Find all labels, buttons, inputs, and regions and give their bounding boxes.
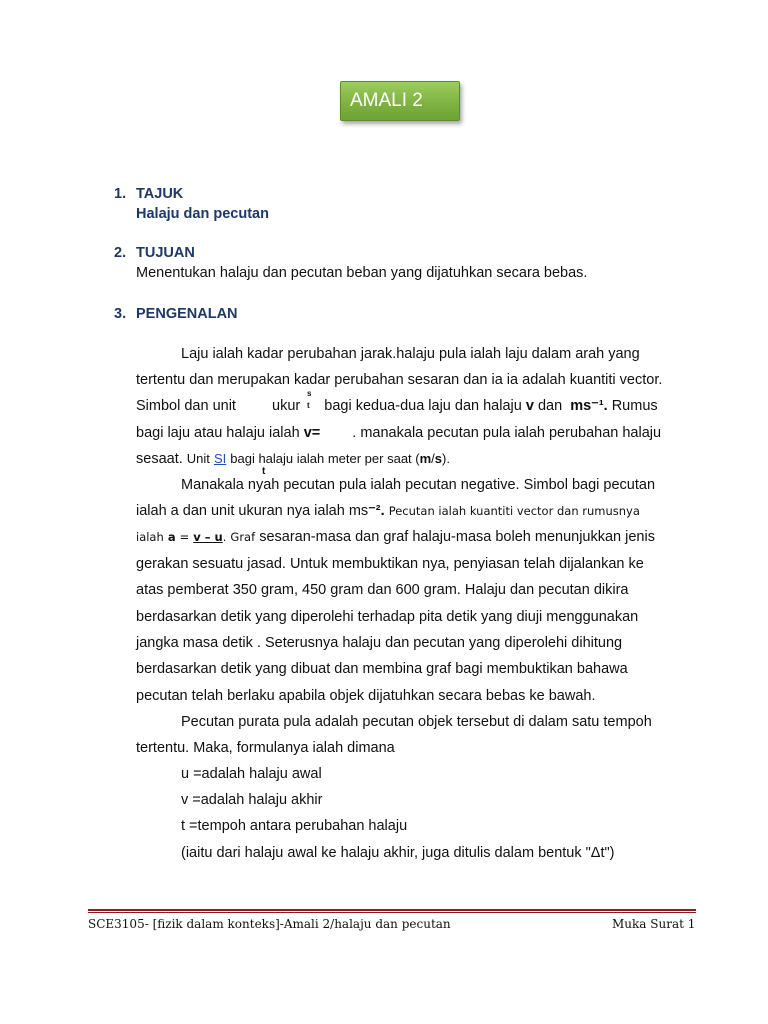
definition-v: v =adalah halaju akhir — [181, 792, 323, 808]
section-number: 2. — [114, 245, 127, 261]
section-subtitle: Halaju dan pecutan — [136, 206, 269, 222]
definition-t: t =tempoh antara perubahan halaju — [181, 818, 408, 834]
time-mark: t — [262, 466, 266, 477]
velocity-symbol: v — [525, 398, 534, 414]
fraction-numerator: s — [307, 389, 312, 398]
amali-badge: AMALI 2 — [340, 81, 460, 121]
acceleration-formula: v – u — [193, 530, 223, 544]
velocity-unit: ms⁻¹. — [570, 398, 608, 414]
text-line: Simbol dan unit ukur bagi kedua-dua laju dan halaju v dan ms⁻¹. Rumus — [136, 398, 658, 414]
definition-u: u =adalah halaju awal — [181, 766, 322, 782]
section-title: TAJUK — [136, 186, 184, 202]
text-line: Manakala nyah pecutan pula ialah pecutan negative. Simbol bagi pecutan — [181, 477, 656, 493]
section-text: Menentukan halaju dan pecutan beban yang dijatuhkan secara bebas. — [136, 265, 588, 281]
text-line: pecutan telah berlaku apabila objek dijatuhkan secara bebas ke bawah. — [136, 688, 596, 704]
footer-page-number: Muka Surat 1 — [612, 917, 696, 931]
text-line: bagi laju atau halaju ialah v= . manakala pecutan pula ialah perubahan halaju — [136, 425, 662, 441]
text-line: tertentu. Maka, formulanya ialah dimana — [136, 740, 395, 756]
text-line: ialah a dan unit ukuran nya ialah ms⁻². Pecutan ialah kuantiti vector dan rumusnya — [136, 503, 640, 519]
text-line: jangka masa detik . Seterusnya halaju dan pecutan yang diperolehi dihitung — [136, 635, 623, 651]
section-number: 1. — [114, 186, 127, 202]
footer-divider-thin — [88, 912, 696, 913]
text-line: sesaat. Unit SI bagi halaju ialah meter per saat (m/s). — [136, 451, 450, 467]
footer-course-title: SCE3105- [fizik dalam konteks]-Amali 2/halaju dan pecutan — [88, 917, 451, 931]
fraction-denominator: t — [307, 401, 310, 410]
text-line: atas pemberat 350 gram, 450 gram dan 600 gram. Halaju dan pecutan dikira — [136, 582, 629, 598]
si-link[interactable]: SI — [213, 451, 227, 466]
text-line: Laju ialah kadar perubahan jarak.halaju pula ialah laju dalam arah yang — [181, 346, 640, 362]
footer-divider — [88, 909, 696, 911]
text-line: gerakan sesuatu jasad. Untuk membuktikan nya, penyiasan telah dijalankan ke — [136, 556, 644, 572]
text-line: tertentu dan merupakan kadar perubahan sesaran dan ia ia adalah kuantiti vector. — [136, 372, 663, 388]
speed-formula: v= — [303, 425, 321, 441]
text-line: berdasarkan detik yang diperolehi terhadap pita detik yang diuji menggunakan — [136, 609, 639, 625]
text-line: Pecutan purata pula adalah pecutan objek tersebut di dalam satu tempoh — [181, 714, 652, 730]
section-title: PENGENALAN — [136, 306, 238, 322]
text-line: (iaitu dari halaju awal ke halaju akhir, juga ditulis dalam bentuk "Δt") — [181, 845, 615, 861]
section-number: 3. — [114, 306, 127, 322]
section-title: TUJUAN — [136, 245, 195, 261]
text-line: ialah a = v – u. Graf sesaran-masa dan graf halaju-masa boleh menunjukkan jenis — [136, 529, 655, 545]
text-line: berdasarkan detik yang dibuat dan membina graf bagi membuktikan bahawa — [136, 661, 628, 677]
